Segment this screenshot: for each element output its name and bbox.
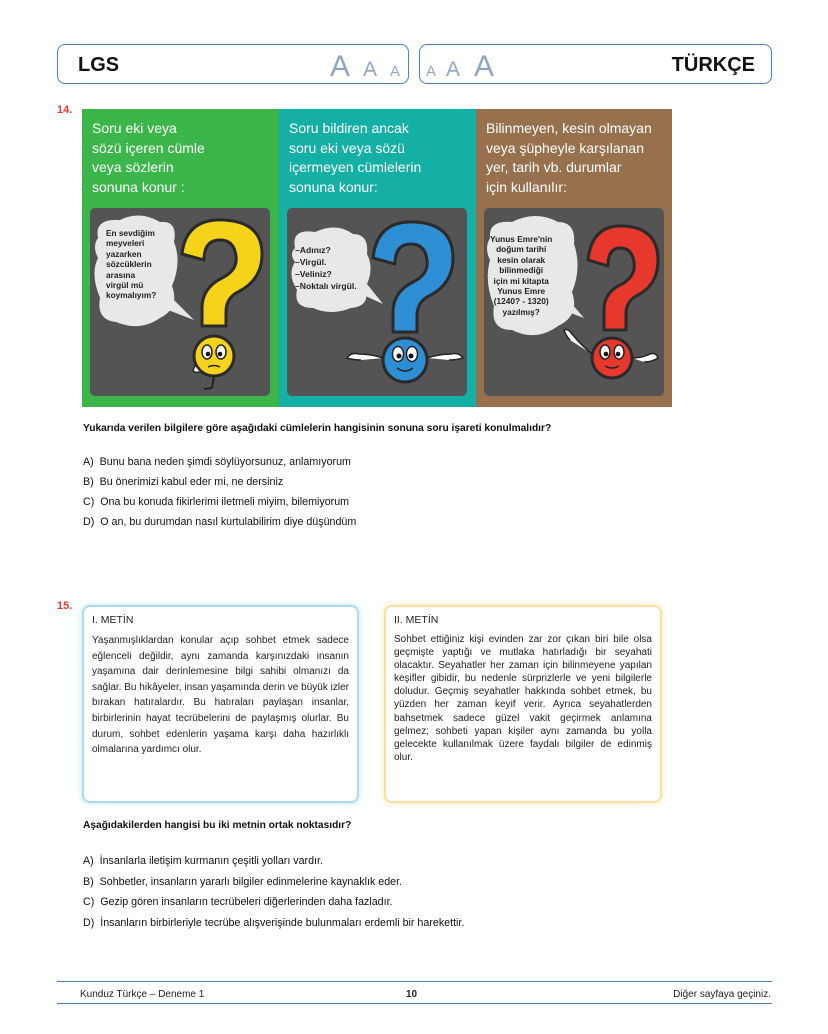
- question-number: 14.: [57, 104, 73, 116]
- panel-scene: [90, 208, 270, 396]
- font-size-small-letter[interactable]: A: [390, 63, 401, 80]
- question-stem: Aşağıdakilerden hangisi bu iki metnin ortak noktasıdır?: [83, 820, 352, 831]
- text-body: Yaşanmışlıklardan konular açıp sohbet etmek sadece eğlenceli değildir, aynı zamanda karşınızdaki insanın yaşamına dair derinlemesine bilgi sahibi olmanızı da sağlar. Bu hikâyeler, insan yaşamında derin ve büyük izler bırakan hatıralardır. Bu hatıraları paylaşan insanlar, birbirlerinin hayat tecrübelerini de paylaşmış olurlar. Bu durum, sohbet edenlerin yaşama karşı daha hazırlıklı olmalarına yardımcı olur.: [92, 635, 349, 756]
- footer-source: Kunduz Türkçe – Deneme 1: [80, 989, 205, 1000]
- text-title: I. METİN: [92, 614, 134, 626]
- next-page-note: Diğer sayfaya geçiniz.: [673, 989, 771, 1000]
- answer-option-a[interactable]: A) İnsanlarla iletişim kurmanın çeşitli yolları vardır.: [83, 855, 323, 867]
- question-stem: Yukarıda verilen bilgilere göre aşağıdaki cümlelerin hangisinin sonuna soru işareti konulmalıdır?: [83, 423, 552, 434]
- answer-option-b[interactable]: B) Bu önerimizi kabul eder mi, ne dersiniz: [83, 476, 284, 488]
- panel-scene: [287, 208, 467, 396]
- text-body: Sohbet ettiğiniz kişi evinden zar zor çıkan biri bile olsa geçmişte yaptığı ve mutlaka hatırladığı bir seyahati olacaktır. Seyahatler her zaman için bilinmeyene yapılan keşifler gibidir, bu nedenle sürprizlerle ve yeni bilgilerle doludur. Geçmiş seyahatler hakkında sohbet etmek, bu yüzden her zaman keyif verir. Ayrıca seyahatlerden bahsetmek sadece güzel vakit geçirmek anlamına gelmez; sohbeti yapan kişiler aynı zamanda bu yolla gelecekte kullanılmak üzere faydalı bilgiler de edinmiş olur.: [394, 634, 652, 763]
- answer-option-b[interactable]: B) Sohbetler, insanların yararlı bilgiler edinmelerine kaynaklık eder.: [83, 876, 403, 888]
- info-panel-2: [279, 109, 476, 407]
- font-size-medium-letter[interactable]: A: [363, 58, 378, 81]
- text-box-1: [84, 607, 357, 801]
- font-size-small-letter[interactable]: A: [426, 63, 437, 80]
- answer-option-c[interactable]: C) Ona bu konuda fikirlerimi iletmeli miyim, bilemiyorum: [83, 496, 350, 508]
- question-number: 15.: [57, 600, 73, 612]
- text-title: II. METİN: [394, 614, 439, 626]
- panel-heading: Soru bildiren ancak soru eki veya sözü içermeyen cümlelerin sonuna konur:: [289, 120, 422, 195]
- subject-title: TÜRKÇE: [671, 54, 755, 76]
- header-left-box: [57, 44, 409, 84]
- answer-option-d[interactable]: D) O an, bu durumdan nasıl kurtulabilirim diye düşündüm: [83, 516, 357, 528]
- exam-title: LGS: [78, 54, 120, 76]
- text-box-2: [386, 607, 660, 801]
- footer-divider-bottom: [57, 1003, 772, 1004]
- panel-heading: Bilinmeyen, kesin olmayan veya şüpheyle karşılanan yer, tarih vb. durumlar için kullanılır:: [486, 120, 652, 195]
- panel-scene: [484, 208, 664, 396]
- info-panel-3: [476, 109, 672, 407]
- info-panel-1: [82, 109, 279, 407]
- font-size-large-letter[interactable]: A: [330, 50, 351, 83]
- speech-bubble-text: Yunus Emre'nin doğum tarihi kesin olarak bilinmediği için mi kitapta Yunus Emre (1240? - 1320) yazılmış?: [490, 234, 553, 317]
- answer-option-a[interactable]: A) Bunu bana neden şimdi söylüyorsunuz, anlamıyorum: [83, 456, 351, 468]
- font-size-medium-letter[interactable]: A: [446, 58, 461, 81]
- font-size-large-letter[interactable]: A: [474, 50, 495, 83]
- panel-heading: Soru eki veya sözü içeren cümle veya sözlerin sonuna konur :: [92, 120, 205, 195]
- speech-bubble-text: En sevdiğim meyveleri yazarken sözcüklerin arasına virgül mü koymalıyım?: [106, 228, 157, 301]
- footer-divider-top: [57, 981, 772, 982]
- answer-option-c[interactable]: C) Gezip gören insanların tecrübeleri diğerlerinden daha fazladır.: [83, 896, 393, 908]
- question-mark-character-icon: [287, 208, 467, 396]
- page-number: 10: [406, 989, 418, 1000]
- header-right-box: [419, 44, 772, 84]
- answer-option-d[interactable]: D) İnsanların birbirleriyle tecrübe alışverişinde bulunmaları erdemli bir harekettir.: [83, 917, 465, 929]
- speech-bubble-text: –Adınız? –Virgül. –Veliniz? –Noktalı virgül.: [295, 245, 357, 291]
